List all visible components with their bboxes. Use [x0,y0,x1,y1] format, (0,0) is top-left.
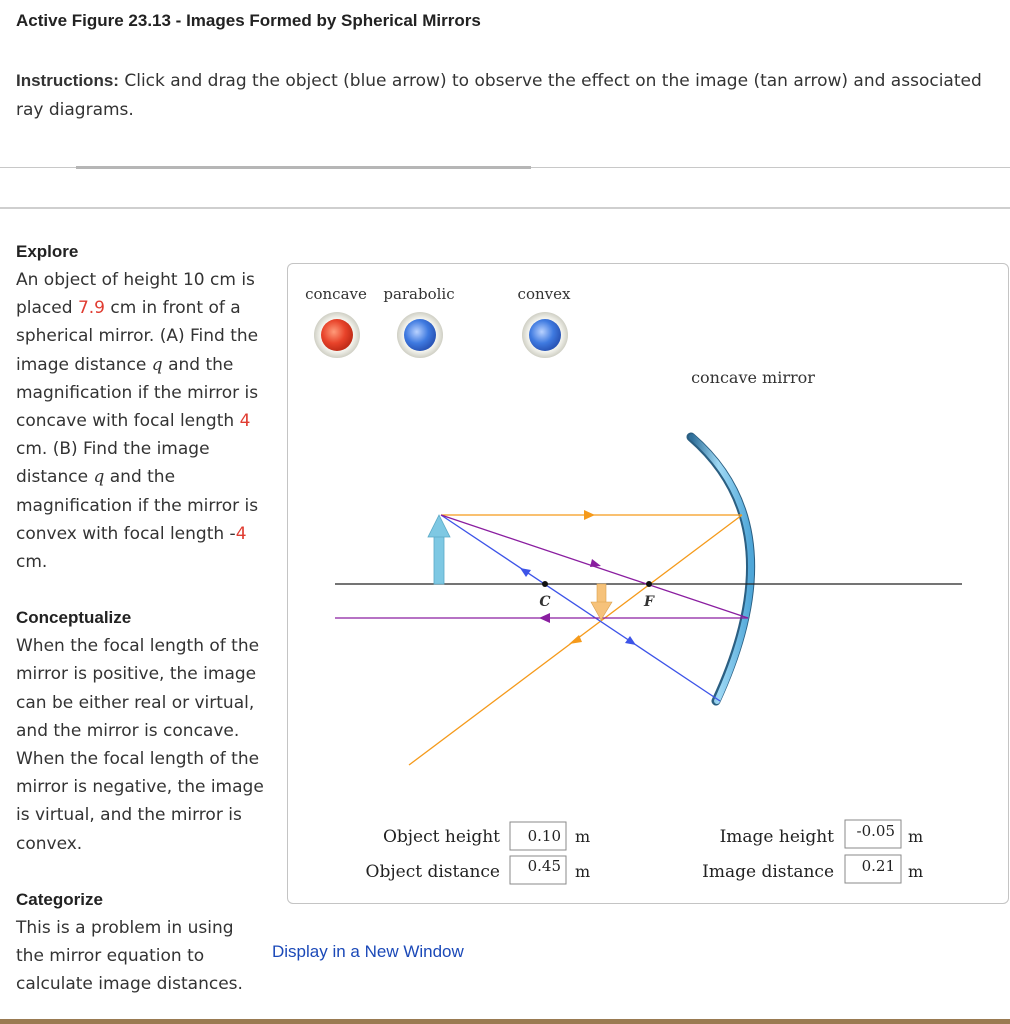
concave-radio-button[interactable] [314,312,360,358]
explore-heading: Explore [16,242,79,261]
parabolic-option-label: parabolic [383,285,455,303]
object-height-value: 0.10 [527,827,561,845]
instructions [16,66,996,125]
explore-text-part: and the magnification if the mirror is concave with focal length [16,354,259,432]
variable-q: q [151,354,163,375]
ray-arrowhead [625,636,636,645]
page-title: Active Figure 23.13 - Images Formed by Spherical Mirrors [16,11,481,30]
conceptualize-heading: Conceptualize [16,608,132,628]
convex-option-label: convex [517,285,571,303]
focal-length-value: 4 [239,411,251,432]
concave-option-label: concave [305,285,367,303]
object-distance-value: 7.9 [77,298,105,319]
image-height-value: -0.05 [856,822,895,840]
explore-text-part: cm. (B) Find the image distance [16,439,210,488]
categorize-heading: Categorize [16,889,103,909]
instructions-text: Click and drag the object (blue arrow) to observe the effect on the image (tan arrow) and associated ray diagrams. [16,71,982,120]
page-bottom-border [0,1019,1010,1024]
focal-length-value: 4 [235,523,247,544]
convex-radio-button[interactable] [522,312,568,358]
unit-label: m [908,862,924,881]
mirror-type-label: concave mirror [691,368,815,387]
object-distance-readout: 0.45 [527,857,561,875]
mirror-simulation-panel [287,263,1009,904]
ray-arrowhead [539,613,550,623]
explore-text-part: and the magnification if the mirror is convex with focal length - [16,467,259,544]
object-arrow[interactable] [428,515,450,584]
problem-text-column [16,238,266,998]
explore-text-part: cm in front of a spherical mirror. (A) Find the image distance [16,298,259,375]
image-distance-value: 0.21 [861,857,895,875]
explore-text [16,266,266,576]
ray-arrowhead [520,568,531,577]
unit-label: m [575,862,591,881]
ray-blue [441,515,720,701]
focal-point [646,581,652,587]
center-of-curvature-point [542,581,548,587]
variable-q: q [93,467,105,488]
explore-text-part: cm. [16,552,48,573]
concave-mirror [691,437,751,701]
progress-bar [76,166,531,169]
ray-arrowhead [590,559,601,567]
parabolic-radio-button[interactable] [397,312,443,358]
object-distance-label: Object distance [365,862,500,882]
display-in-new-window-link[interactable]: Display in a New Window [272,942,464,961]
unit-label: m [908,827,924,846]
image-height-label: Image height [719,827,834,847]
point-c-label: C [539,594,551,610]
instructions-label: Instructions: [16,71,119,90]
explore-text-part: An object of height 10 cm is placed [16,270,255,319]
point-f-label: F [644,594,654,610]
object-height-label: Object height [382,827,500,847]
divider [0,207,1010,209]
unit-label: m [575,827,591,846]
ray-diagram [288,264,1010,905]
image-distance-label: Image distance [702,862,834,882]
categorize-text: This is a problem in using the mirror equation to calculate image distances. [16,917,243,995]
ray-arrowhead [584,510,595,520]
conceptualize-text: When the focal length of the mirror is positive, the image can be either real or virtual, and the mirror is concave. When the focal length of the mirror is negative, the image is virtual, and the mirror is convex. [16,636,264,854]
